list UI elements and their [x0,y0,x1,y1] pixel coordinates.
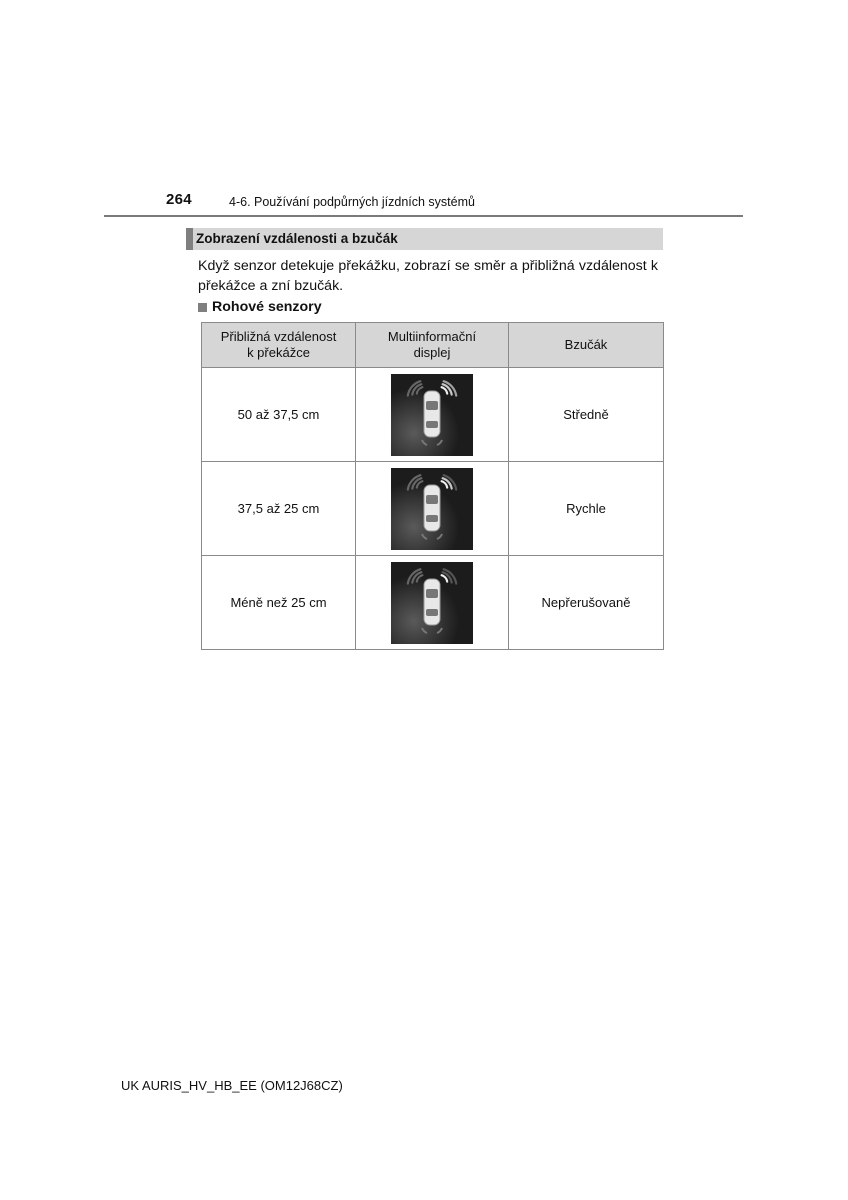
header-display-line2: displej [413,345,451,360]
car-parking-sensor-icon [391,562,473,644]
table-row [202,462,664,556]
car-parking-sensor-icon [391,468,473,550]
cell-display [356,368,509,462]
sensor-table [201,322,664,650]
cell-display [356,462,509,556]
footer-code: UK AURIS_HV_HB_EE (OM12J68CZ) [121,1078,343,1093]
cell-display [356,556,509,650]
header-display [356,323,509,368]
header-buzzer: Bzučák [509,323,664,368]
cell-buzzer: Středně [509,368,664,462]
cell-distance: 37,5 až 25 cm [202,462,356,556]
cell-distance: Méně než 25 cm [202,556,356,650]
cell-buzzer: Rychle [509,462,664,556]
page-number: 264 [166,191,192,208]
cell-buzzer: Nepřerušovaně [509,556,664,650]
subheading [198,299,322,315]
intro-paragraph: Když senzor detekuje překážku, zobrazí se směr a přibližná vzdálenost k překážce a zní bzučák. [198,258,658,294]
cell-distance: 50 až 37,5 cm [202,368,356,462]
subheading-text: Rohové senzory [212,299,322,315]
running-head: 4-6. Používání podpůrných jízdních systémů [229,195,475,209]
square-bullet-icon [198,303,207,312]
header-rule [104,215,743,217]
table-row [202,368,664,462]
header-distance-line1: Přibližná vzdálenost [220,329,337,344]
header-distance [202,323,356,368]
header-distance-line2: k překážce [247,345,310,360]
table-header-row [202,323,664,368]
table-row [202,556,664,650]
section-title: Zobrazení vzdálenosti a bzučák [196,231,398,246]
car-parking-sensor-icon [391,374,473,456]
header-display-line1: Multiinformační [387,329,477,344]
